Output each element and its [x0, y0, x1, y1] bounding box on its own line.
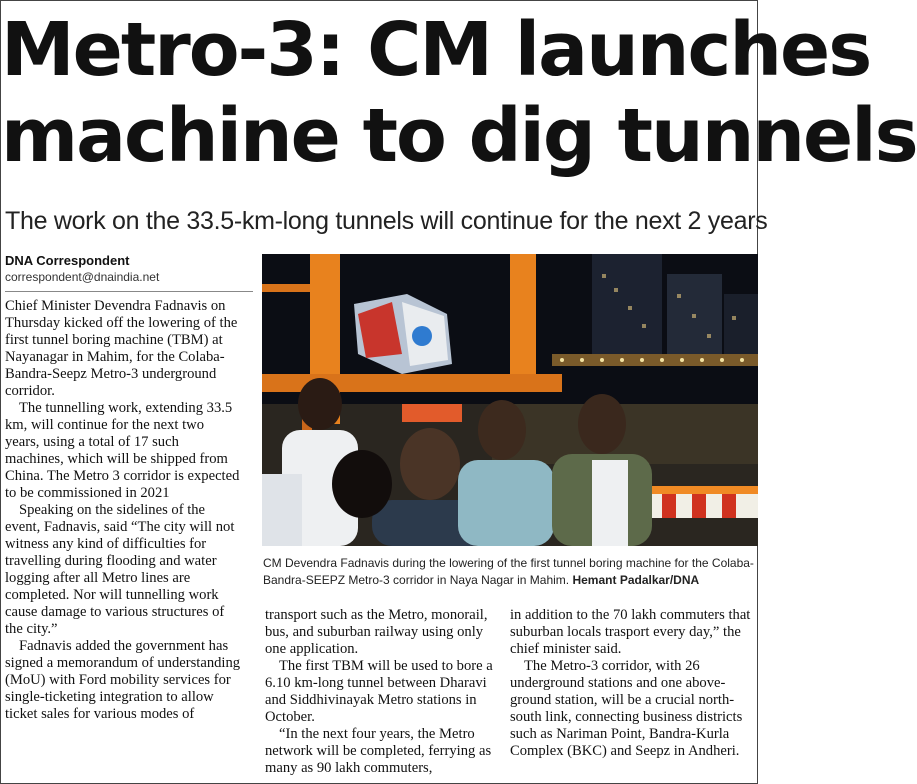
article-paragraph: Fadnavis added the government has signed a memorandum of understanding (MoU) with Ford mobility services for single-ticketing integration to allow ticket sales for various modes of: [5, 638, 241, 722]
article-paragraph: Speaking on the sidelines of the event, Fadnavis, said “The city will not witness any kind of difficulties for travelling during flooding and water logging after all Metro lines are completed. Nor will tunnelling work cause damage to various structures of the city.”: [5, 502, 235, 637]
article-column-3: [510, 607, 754, 760]
tbm-launch-photo: [262, 254, 758, 546]
article-paragraph: “In the next four years, the Metro network will be completed, ferrying as many as 90 lakh commuters,: [265, 726, 492, 776]
article-column-1: [5, 298, 241, 723]
article-column-2: [265, 607, 497, 777]
byline: [5, 253, 255, 285]
article-paragraph: The Metro-3 corridor, with 26 underground stations and one above-ground station, will be a crucial north-south link, connecting business districts such as Nariman Point, Bandra-Kurla Complex (BKC) and Seepz in Andheri.: [510, 658, 743, 759]
photo-credit: Hemant Padalkar/DNA: [572, 573, 700, 587]
headline-line-2: machine to dig tunnels: [1, 93, 917, 179]
headline: [1, 7, 917, 179]
article-paragraph: The tunnelling work, extending 33.5 km, will continue for the next two years, using a total of 17 such machines, which will be shipped from China. The Metro 3 corridor is expected to be commissioned in 2021: [5, 400, 240, 501]
headline-line-1: Metro-3: CM launches: [1, 7, 871, 93]
article-paragraph: transport such as the Metro, monorail, bus, and suburban railway using only one application.: [265, 607, 488, 657]
byline-email: correspondent@dnaindia.net: [5, 270, 160, 284]
photo-caption-text: CM Devendra Fadnavis during the lowering of the first tunnel boring machine for the Colaba-Bandra-SEEPZ Metro-3 corridor in Naya Nagar in Mahim.: [263, 556, 754, 587]
byline-divider: [5, 291, 253, 292]
article-paragraph: The first TBM will be used to bore a 6.10 km-long tunnel between Dharavi and Siddhivinayak Metro stations in October.: [265, 658, 493, 725]
article-paragraph: Chief Minister Devendra Fadnavis on Thursday kicked off the lowering of the first tunnel boring machine (TBM) at Nayanagar in Mahim, for the Colaba-Bandra-Seepz Metro-3 underground corridor.: [5, 298, 238, 399]
subheadline: The work on the 33.5-km-long tunnels will continue for the next 2 years: [5, 207, 768, 235]
news-photo: [262, 254, 758, 546]
article-paragraph: in addition to the 70 lakh commuters that suburban locals trasport every day,” the chief minister said.: [510, 607, 751, 657]
photo-caption: [263, 555, 757, 589]
byline-name: DNA Correspondent: [5, 253, 130, 268]
